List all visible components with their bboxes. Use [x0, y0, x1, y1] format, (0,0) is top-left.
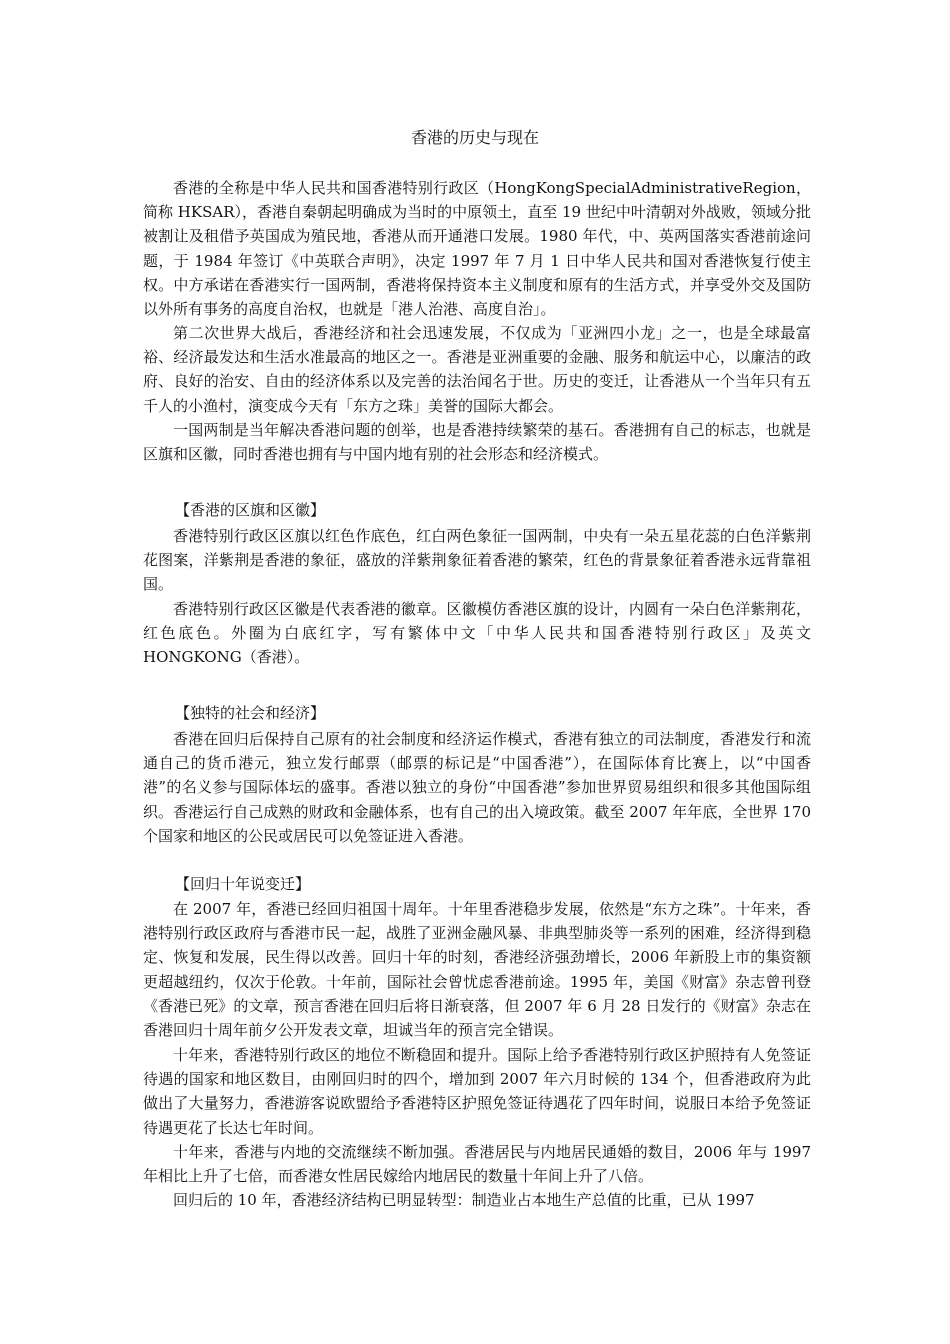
- intro-paragraph-3: 一国两制是当年解决香港问题的创举，也是香港持续繁荣的基石。香港拥有自己的标志，也就是区旗和区徽，同时香港也拥有与中国内地有别的社会形态和经济模式。: [143, 421, 811, 464]
- emblem-paragraph: 香港特别行政区区徽是代表香港的徽章。区徽模仿香港区旗的设计，内圆有一朵白色洋紫荆花，红色底色。外圈为白底红字，写有繁体中文「中华人民共和国香港特别行政区」及英文 HONGKONG（香港）。: [143, 600, 811, 667]
- society-economy-paragraph: 香港在回归后保持自己原有的社会制度和经济运作模式，香港有独立的司法制度，香港发行和流通自己的货币港元，独立发行邮票（邮票的标记是“中国香港”），在国际体育比赛上，以“中国香港”的名义参与国际体坛的盛事。香港以独立的身份“中国香港”参加世界贸易组织和很多其他国际组织。香港运行自己成熟的财政和金融体系，也有自己的出入境政策。截至 2007 年年底，全世界 170 个国家和地区的公民或居民可以免签证进入香港。: [143, 730, 811, 845]
- intro-paragraph-1: 香港的全称是中华人民共和国香港特别行政区（HongKongSpecialAdministrativeRegion，简称 HKSAR），香港自秦朝起明确成为当时的中原领土，直至 19 世纪中叶清朝对外战败，领域分批被割让及租借予英国成为殖民地，香港从而开通港口发展。1980 年代，中、英两国落实香港前途问题，于 1984 年签订《中英联合声明》，决定 1997 年 7 月 1 日中华人民共和国对香港恢复行使主权。中方承诺在香港实行一国两制，香港将保持资本主义制度和原有的生活方式，并享受外交及国防以外所有事务的高度自治权，也就是「港人治港、高度自治」。: [143, 179, 811, 319]
- ten-years-paragraph-3: 十年来，香港与内地的交流继续不断加强。香港居民与内地居民通婚的数目，2006 年与 1997 年相比上升了七倍，而香港女性居民嫁给内地居民的数量十年间上升了八倍。: [143, 1143, 811, 1186]
- ten-years-paragraph-4: 回归后的 10 年，香港经济结构已明显转型：制造业占本地生产总值的比重，已从 1997: [173, 1191, 755, 1209]
- intro-paragraph-2: 第二次世界大战后，香港经济和社会迅速发展，不仅成为「亚洲四小龙」之一，也是全球最富裕、经济最发达和生活水准最高的地区之一。香港是亚洲重要的金融、服务和航运中心，以廉洁的政府、良好的治安、自由的经济体系以及完善的法治闻名于世。历史的变迁，让香港从一个当年只有五千人的小渔村，演变成今天有「东方之珠」美誉的国际大都会。: [143, 324, 811, 415]
- ten-years-paragraph-1: 在 2007 年，香港已经回归祖国十周年。十年里香港稳步发展，依然是“东方之珠”。十年来，香港特别行政区政府与香港市民一起，战胜了亚洲金融风暴、非典型肺炎等一系列的困难，经济得到稳定、恢复和发展，民生得以改善。回归十年的时刻，香港经济强劲增长，2006 年新股上市的集资额更超越纽约，仅次于伦敦。十年前，国际社会曾忧虑香港前途。1995 年，美国《财富》杂志曾刊登《香港已死》的文章，预言香港在回归后将日渐衰落，但 2007 年 6 月 28 日发行的《财富》杂志在香港回归十周年前夕公开发表文章，坦诚当年的预言完全错误。: [143, 900, 811, 1040]
- ten-years-paragraph-2: 十年来，香港特别行政区的地位不断稳固和提升。国际上给予香港特别行政区护照持有人免签证待遇的国家和地区数目，由刚回归时的四个，增加到 2007 年六月时候的 134 个，但香港政府为此做出了大量努力，香港游客说欧盟给予香港特区护照免签证待遇花了四年时间，说服日本给予免签证待遇更花了长达七年时间。: [143, 1046, 811, 1137]
- flag-paragraph: 香港特别行政区区旗以红色作底色，红白两色象征一国两制，中央有一朵五星花蕊的白色洋紫荆花图案，洋紫荆是香港的象征，盛放的洋紫荆象征着香港的繁荣，红色的背景象征着香港永远背靠祖国。: [143, 527, 811, 594]
- section-heading-flag-emblem: 【香港的区旗和区徽】: [175, 501, 326, 519]
- document-title: 香港的历史与现在: [410, 128, 539, 147]
- section-heading-ten-years: 【回归十年说变迁】: [175, 875, 311, 893]
- section-heading-society-economy: 【独特的社会和经济】: [175, 704, 326, 722]
